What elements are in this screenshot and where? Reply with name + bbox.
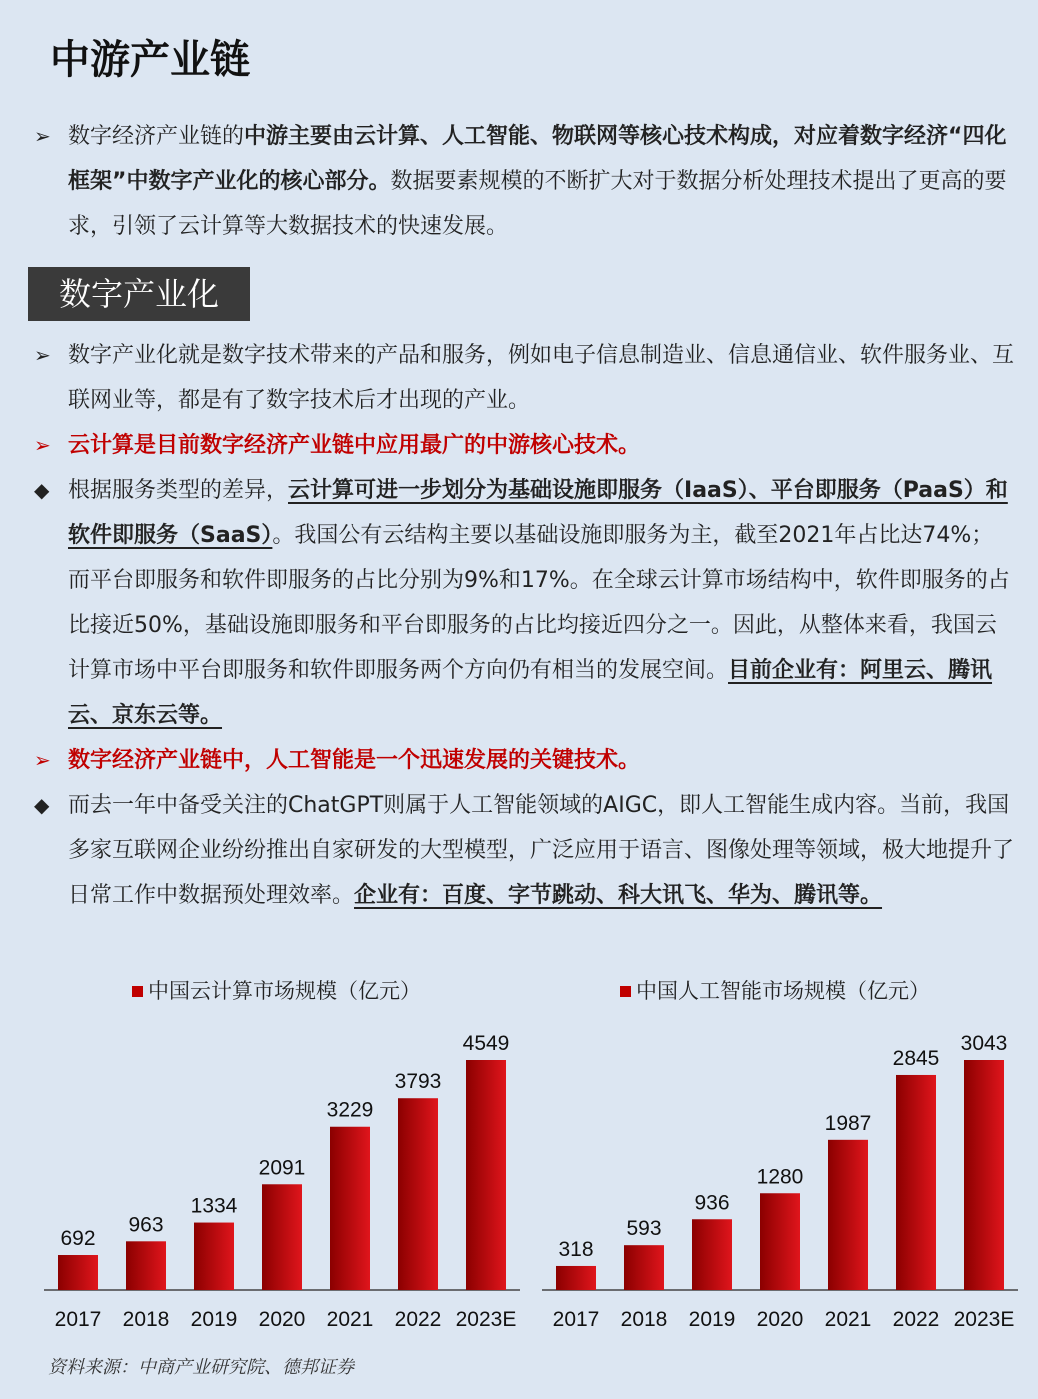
bar-2019 bbox=[692, 1219, 732, 1290]
section-tag: 数字产业化 bbox=[28, 267, 250, 321]
data-label-2019: 936 bbox=[694, 1191, 730, 1215]
data-label-2023E: 4549 bbox=[462, 1032, 510, 1055]
bar-2020 bbox=[760, 1193, 800, 1290]
point-4 bbox=[30, 738, 1015, 783]
intro-paragraph bbox=[30, 114, 1015, 249]
cloud-market-chart bbox=[30, 968, 520, 1348]
data-label-2020: 1280 bbox=[756, 1165, 804, 1189]
point-5-text-2: 企业有：百度、字节跳动、科大讯飞、华为、腾讯等。 bbox=[354, 883, 883, 908]
data-label-2022: 2845 bbox=[892, 1046, 940, 1070]
bar-2022 bbox=[896, 1075, 936, 1290]
point-1 bbox=[30, 333, 1015, 423]
legend-swatch bbox=[620, 986, 631, 997]
tick-label-2022: 2022 bbox=[394, 1308, 442, 1331]
bar-2019 bbox=[194, 1223, 234, 1290]
data-label-2023E: 3043 bbox=[960, 1032, 1008, 1055]
point-3-text-2: 云计算可进一步划分为基础设施即服务（IaaS）、平台即服务（PaaS）和软件即服务（SaaS） bbox=[68, 478, 1008, 548]
data-label-2018: 963 bbox=[128, 1213, 164, 1237]
data-label-2019: 1334 bbox=[190, 1194, 238, 1218]
tick-label-2019: 2019 bbox=[688, 1308, 736, 1331]
bar-2017 bbox=[58, 1255, 98, 1290]
bar-2023E bbox=[964, 1060, 1004, 1290]
tick-label-2017: 2017 bbox=[54, 1308, 102, 1331]
bar-2022 bbox=[398, 1098, 438, 1290]
point-3 bbox=[30, 468, 1015, 738]
source-note: 资料来源：中商产业研究院、德邦证券 bbox=[48, 1357, 354, 1378]
diamond-bullet-icon: ◆ bbox=[34, 478, 50, 502]
tick-label-2020: 2020 bbox=[756, 1308, 804, 1331]
bar-2021 bbox=[330, 1127, 370, 1290]
bar-2018 bbox=[126, 1241, 166, 1290]
intro-text-3: 数据要素规模的不断扩大对于数据分析处理技术提出了更高的要求，引领了云计算等大数据技术的快速发展。 bbox=[68, 169, 1007, 239]
tick-label-2021: 2021 bbox=[824, 1308, 872, 1331]
data-label-2021: 3229 bbox=[326, 1098, 374, 1122]
point-5-text-1: 而去一年中备受关注的ChatGPT则属于人工智能领域的AIGC，即人工智能生成内容。当前，我国多家互联网企业纷纷推出自家研发的大型模型，广泛应用于语言、图像处理等领域，极大地提升了日常工作中数据预处理效率。 bbox=[68, 793, 1015, 908]
tick-label-2018: 2018 bbox=[122, 1308, 170, 1331]
legend-label: 中国云计算市场规模（亿元） bbox=[148, 979, 421, 1003]
data-label-2020: 2091 bbox=[258, 1156, 306, 1180]
point-3-text-4: 目前企业有：阿里云、腾讯云、京东云等。 bbox=[68, 658, 993, 728]
intro-text-2: 中游主要由云计算、人工智能、物联网等核心技术构成，对应着数字经济“四化框架”中数字产业化的核心部分。 bbox=[68, 124, 1007, 194]
tick-label-2023E: 2023E bbox=[455, 1308, 517, 1331]
bar-2020 bbox=[262, 1184, 302, 1290]
tick-label-2020: 2020 bbox=[258, 1308, 306, 1331]
page-title: 中游产业链 bbox=[50, 36, 250, 83]
arrow-bullet-icon: ➢ bbox=[34, 748, 51, 772]
points-list bbox=[30, 333, 1015, 918]
legend bbox=[620, 979, 930, 1003]
bar-2018 bbox=[624, 1245, 664, 1290]
tick-label-2021: 2021 bbox=[326, 1308, 374, 1331]
arrow-bullet-icon: ➢ bbox=[34, 433, 51, 457]
tick-label-2023E: 2023E bbox=[953, 1308, 1015, 1331]
bar-2017 bbox=[556, 1266, 596, 1290]
data-label-2022: 3793 bbox=[394, 1070, 442, 1094]
tick-label-2022: 2022 bbox=[892, 1308, 940, 1331]
point-1-text: 数字产业化就是数字技术带来的产品和服务，例如电子信息制造业、信息通信业、软件服务业、互联网业等，都是有了数字技术后才出现的产业。 bbox=[68, 343, 1015, 413]
arrow-bullet-icon: ➢ bbox=[34, 343, 51, 367]
arrow-bullet-icon: ➢ bbox=[34, 124, 51, 148]
point-2 bbox=[30, 423, 1015, 468]
data-label-2017: 692 bbox=[60, 1227, 96, 1251]
intro-text-1: 数字经济产业链的 bbox=[68, 124, 245, 149]
point-3-text-1: 根据服务类型的差异， bbox=[68, 478, 289, 503]
data-label-2018: 593 bbox=[626, 1217, 662, 1241]
tick-label-2018: 2018 bbox=[620, 1308, 668, 1331]
legend-label: 中国人工智能市场规模（亿元） bbox=[636, 979, 930, 1003]
bar-2021 bbox=[828, 1140, 868, 1290]
data-label-2017: 318 bbox=[558, 1237, 594, 1261]
bar-2023E bbox=[466, 1060, 506, 1290]
point-3-text-3: 。我国公有云结构主要以基础设施即服务为主，截至2021年占比达74%；而平台即服务和软件即服务的占比分别为9%和17%。在全球云计算市场结构中，软件即服务的占比接近50%，基础设施即服务和平台即服务的占比均接近四分之一。因此，从整体来看，我国云计算市场中平台即服务和软件即服务两个方向仍有相当的发展空间。 bbox=[68, 523, 1010, 683]
legend-swatch bbox=[132, 986, 143, 997]
point-2-text: 云计算是目前数字经济产业链中应用最广的中游核心技术。 bbox=[68, 433, 641, 458]
tick-label-2019: 2019 bbox=[190, 1308, 238, 1331]
ai-market-chart bbox=[528, 968, 1023, 1348]
data-label-2021: 1987 bbox=[824, 1111, 872, 1135]
diamond-bullet-icon: ◆ bbox=[34, 793, 50, 817]
legend bbox=[132, 979, 421, 1003]
point-4-text: 数字经济产业链中，人工智能是一个迅速发展的关键技术。 bbox=[68, 748, 641, 773]
tick-label-2017: 2017 bbox=[552, 1308, 600, 1331]
point-5 bbox=[30, 783, 1015, 918]
